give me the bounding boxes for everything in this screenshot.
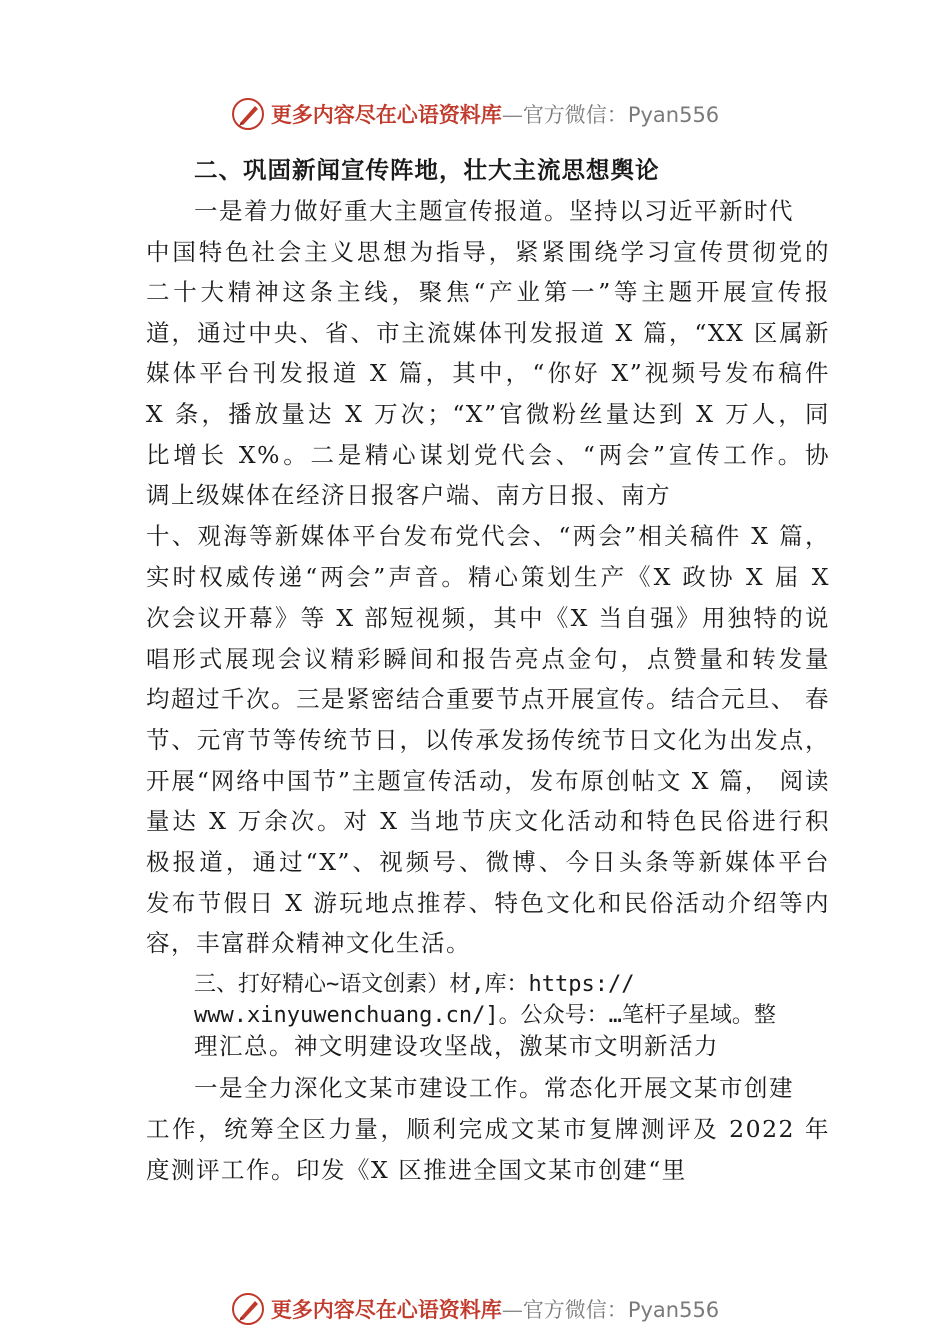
body-line: 节、元宵节等传统节日，以传承发扬传统节日文化为出发点，: [146, 726, 830, 754]
body-line: 工作，统筹全区力量，顺利完成文某市复牌测评及 2022 年: [146, 1115, 830, 1143]
body-line: X 条，播放量达 X 万次；“X”官微粉丝量达到 X 万人，同: [146, 400, 830, 428]
body-line: 媒体平台刊发报道 X 篇，其中，“你好 X”视频号发布稿件: [146, 359, 830, 387]
body-line: 唱形式展现会议精彩瞬间和报告亮点金句，点赞量和转发量: [146, 645, 830, 673]
banner-dash: —: [501, 1298, 523, 1322]
body-line: 极报道，通过“X”、视频号、微博、今日头条等新媒体平台: [146, 848, 830, 876]
quill-logo-icon: [231, 97, 265, 131]
body-line: 道，通过中央、省、市主流媒体刊发报道 X 篇，“XX 区属新: [146, 319, 830, 347]
body-line: 二十大精神这条主线，聚焦“产业第一”等主题开展宣传报: [146, 278, 830, 306]
quill-logo-icon: [231, 1292, 265, 1326]
body-line: 一是着力做好重大主题宣传报道。坚持以习近平新时代: [194, 197, 794, 225]
banner-official-label: 官方微信：: [522, 1298, 628, 1322]
body-line: 三、打好精心~语文创素）材,库：https://: [194, 972, 635, 997]
header-banner: [0, 94, 950, 134]
banner-official-label: 官方微信：: [522, 103, 628, 127]
body-line: 次会议开幕》等 X 部短视频，其中《X 当自强》用独特的说: [146, 604, 830, 632]
banner-main-text: 更多内容尽在心语资料库: [270, 102, 502, 127]
section-heading-2: 二、巩固新闻宣传阵地，壮大主流思想舆论: [194, 156, 660, 184]
body-line: 一是全力深化文某市建设工作。常态化开展文某市创建: [194, 1074, 794, 1102]
body-line: 容，丰富群众精神文化生活。: [146, 929, 471, 957]
banner-main-text: 更多内容尽在心语资料库: [270, 1297, 502, 1322]
body-line: 中国特色社会主义思想为指导，紧紧围绕学习宣传贯彻党的: [146, 238, 830, 266]
body-line: 开展“网络中国节”主题宣传活动，发布原创帖文 X 篇， 阅读: [146, 767, 830, 795]
banner-text: [271, 99, 719, 129]
body-line: 均超过千次。三是紧密结合重要节点开展宣传。结合元旦、 春: [146, 685, 830, 713]
body-line: 十、观海等新媒体平台发布党代会、“两会”相关稿件 X 篇，: [146, 522, 830, 550]
body-line: www.xinyuwenchuang.cn/]。公众号：…笔杆子星域。整: [194, 1003, 776, 1028]
body-line: 比增长 X%。二是精心谋划党代会、“两会”宣传工作。协: [146, 441, 830, 469]
banner-wechat-id: Pyan556: [627, 1298, 720, 1322]
banner-text: [271, 1294, 719, 1324]
body-line: 量达 X 万余次。对 X 当地节庆文化活动和特色民俗进行积: [146, 807, 830, 835]
body-line: 理汇总。神文明建设攻坚战，激某市文明新活力: [194, 1032, 719, 1060]
body-line: 度测评工作。印发《X 区推进全国文某市创建“里: [146, 1156, 687, 1184]
footer-banner: [0, 1289, 950, 1329]
body-line: 实时权威传递“两会”声音。精心策划生产《X 政协 X 届 X: [146, 563, 830, 591]
banner-dash: —: [501, 103, 523, 127]
banner-wechat-id: Pyan556: [627, 103, 720, 127]
body-line: 调上级媒体在经济日报客户端、南方日报、南方: [146, 481, 671, 509]
body-line: 发布节假日 X 游玩地点推荐、特色文化和民俗活动介绍等内: [146, 889, 830, 917]
